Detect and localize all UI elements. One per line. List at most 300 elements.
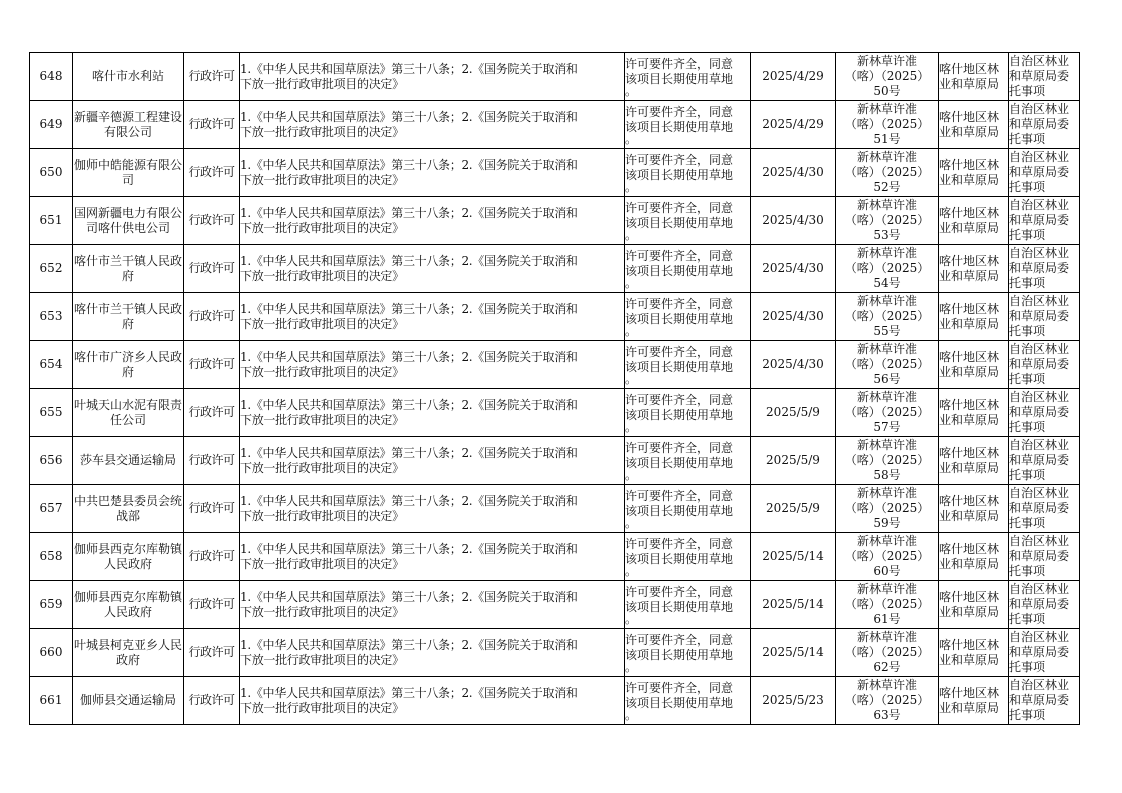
applicant-unit-cell: 莎车县交通运输局 [73,437,184,485]
table-row [30,341,1080,389]
issuing-authority-cell [939,245,1009,293]
issuing-authority-line: 业和草原局 [939,604,1000,619]
remarks-line: 托事项 [1009,180,1046,194]
legal-basis-line: 下放一批行政审批项目的决定》 [240,556,404,571]
permit-result-cell [625,485,751,533]
remarks-cell [1009,245,1080,293]
remarks-cell [1009,149,1080,197]
legal-basis-line: 1.《中华人民共和国草原法》第三十八条；2.《国务院关于取消和 [240,109,578,124]
remarks-line: 和草原局委 [1009,213,1070,227]
legal-basis-line: 下放一批行政审批项目的决定》 [240,316,404,331]
applicant-unit-cell: 伽师中皓能源有限公司 [73,149,184,197]
decision-date-cell: 2025/5/14 [751,629,836,677]
row-number-cell: 649 [30,101,73,149]
document-number-line: 55号 [873,324,901,338]
legal-basis-line: 1.《中华人民共和国草原法》第三十八条；2.《国务院关于取消和 [240,205,578,220]
document-number-line: 新林草许准 [856,390,917,404]
permit-result-line: 该项目长期使用草地 [625,407,734,422]
document-number-cell [836,677,939,725]
permit-result-line: 。 [625,467,638,482]
decision-date-cell: 2025/4/29 [751,53,836,101]
row-number-cell: 652 [30,245,73,293]
remarks-cell [1009,341,1080,389]
legal-basis-line: 1.《中华人民共和国草原法》第三十八条；2.《国务院关于取消和 [240,349,578,364]
permit-type-cell: 行政许可 [184,533,240,581]
remarks-line: 托事项 [1009,372,1046,386]
document-number-line: 52号 [873,180,901,194]
row-number-cell: 655 [30,389,73,437]
remarks-line: 和草原局委 [1009,453,1070,467]
issuing-authority-line: 喀什地区林 [939,397,1000,412]
issuing-authority-cell [939,101,1009,149]
remarks-line: 自治区林业 [1009,534,1070,548]
remarks-line: 自治区林业 [1009,54,1070,68]
permit-result-line: 该项目长期使用草地 [625,551,734,566]
permit-result-cell [625,533,751,581]
legal-basis-cell [240,629,625,677]
applicant-unit-cell: 喀什市兰干镇人民政府 [73,245,184,293]
decision-date-cell: 2025/4/30 [751,341,836,389]
applicant-unit-cell: 伽师县西克尔库勒镇 人民政府 [73,533,184,581]
remarks-line: 和草原局委 [1009,165,1070,179]
remarks-line: 和草原局委 [1009,501,1070,515]
permit-result-cell [625,197,751,245]
permit-type-cell: 行政许可 [184,677,240,725]
remarks-cell [1009,197,1080,245]
legal-basis-cell [240,389,625,437]
permit-result-line: 许可要件齐全，同意 [625,56,734,71]
permit-result-cell [625,53,751,101]
document-number-line: 54号 [873,276,901,290]
permit-type-cell: 行政许可 [184,197,240,245]
row-number-cell: 659 [30,581,73,629]
document-number-line: 58号 [873,468,901,482]
remarks-line: 自治区林业 [1009,342,1070,356]
permit-result-line: 。 [625,659,638,674]
permit-type-cell: 行政许可 [184,629,240,677]
document-number-line: （喀）（2025） [844,117,930,131]
permit-result-line: 。 [625,83,638,98]
issuing-authority-line: 喀什地区林 [939,253,1000,268]
permit-result-line: 。 [625,611,638,626]
permit-result-line: 该项目长期使用草地 [625,503,734,518]
document-number-line: （喀）（2025） [844,213,930,227]
remarks-line: 和草原局委 [1009,309,1070,323]
document-number-line: 新林草许准 [856,294,917,308]
issuing-authority-line: 业和草原局 [939,460,1000,475]
permit-table-sheet [29,52,1080,725]
permit-table [29,52,1080,725]
issuing-authority-line: 业和草原局 [939,364,1000,379]
legal-basis-cell [240,101,625,149]
remarks-line: 托事项 [1009,708,1046,722]
remarks-line: 托事项 [1009,564,1046,578]
permit-type-cell: 行政许可 [184,293,240,341]
decision-date-cell: 2025/5/14 [751,533,836,581]
remarks-line: 自治区林业 [1009,198,1070,212]
remarks-line: 托事项 [1009,276,1046,290]
document-number-line: 53号 [873,228,901,242]
issuing-authority-line: 喀什地区林 [939,589,1000,604]
remarks-cell [1009,389,1080,437]
issuing-authority-line: 业和草原局 [939,268,1000,283]
legal-basis-cell [240,149,625,197]
applicant-unit-cell: 新疆辛德源工程建设有限公司 [73,101,184,149]
issuing-authority-cell [939,149,1009,197]
legal-basis-line: 1.《中华人民共和国草原法》第三十八条；2.《国务院关于取消和 [240,61,578,76]
applicant-unit-cell: 伽师县西克尔库勒镇人民政府 [73,581,184,629]
document-number-cell [836,293,939,341]
issuing-authority-line: 喀什地区林 [939,541,1000,556]
issuing-authority-cell [939,581,1009,629]
row-number-cell: 661 [30,677,73,725]
document-number-line: （喀）（2025） [844,597,930,611]
legal-basis-line: 1.《中华人民共和国草原法》第三十八条；2.《国务院关于取消和 [240,301,578,316]
decision-date-cell: 2025/5/14 [751,581,836,629]
permit-result-line: 许可要件齐全，同意 [625,152,734,167]
legal-basis-line: 下放一批行政审批项目的决定》 [240,220,404,235]
table-row [30,533,1080,581]
remarks-cell [1009,677,1080,725]
remarks-line: 和草原局委 [1009,261,1070,275]
document-number-cell [836,485,939,533]
permit-result-line: 许可要件齐全，同意 [625,344,734,359]
permit-type-cell: 行政许可 [184,245,240,293]
issuing-authority-line: 业和草原局 [939,76,1000,91]
document-number-line: 新林草许准 [856,198,917,212]
decision-date-cell: 2025/4/30 [751,197,836,245]
permit-result-line: 。 [625,707,638,722]
row-number-cell: 651 [30,197,73,245]
document-number-cell [836,533,939,581]
permit-result-line: 许可要件齐全，同意 [625,296,734,311]
permit-result-line: 该项目长期使用草地 [625,359,734,374]
remarks-line: 托事项 [1009,132,1046,146]
applicant-unit-cell: 喀什市兰干镇人民政府 [73,293,184,341]
row-number-cell: 653 [30,293,73,341]
remarks-line: 托事项 [1009,612,1046,626]
table-row [30,197,1080,245]
permit-result-line: 。 [625,179,638,194]
issuing-authority-line: 喀什地区林 [939,205,1000,220]
document-number-cell [836,101,939,149]
issuing-authority-line: 业和草原局 [939,316,1000,331]
document-number-line: 新林草许准 [856,678,917,692]
document-number-line: 新林草许准 [856,582,917,596]
row-number-cell: 656 [30,437,73,485]
issuing-authority-line: 喀什地区林 [939,445,1000,460]
legal-basis-line: 下放一批行政审批项目的决定》 [240,124,404,139]
remarks-line: 托事项 [1009,228,1046,242]
document-number-line: 新林草许准 [856,486,917,500]
permit-result-cell [625,389,751,437]
document-number-line: 51号 [873,132,901,146]
legal-basis-line: 1.《中华人民共和国草原法》第三十八条；2.《国务院关于取消和 [240,589,578,604]
permit-result-line: 许可要件齐全，同意 [625,680,734,695]
remarks-cell [1009,485,1080,533]
permit-type-cell: 行政许可 [184,437,240,485]
permit-result-line: 许可要件齐全，同意 [625,536,734,551]
permit-result-line: 许可要件齐全，同意 [625,488,734,503]
row-number-cell: 650 [30,149,73,197]
document-number-line: 60号 [873,564,901,578]
document-number-line: 新林草许准 [856,534,917,548]
issuing-authority-line: 喀什地区林 [939,109,1000,124]
issuing-authority-line: 喀什地区林 [939,349,1000,364]
document-number-line: （喀）（2025） [844,69,930,83]
document-number-cell [836,245,939,293]
issuing-authority-line: 业和草原局 [939,556,1000,571]
table-row [30,437,1080,485]
issuing-authority-cell [939,341,1009,389]
remarks-line: 托事项 [1009,516,1046,530]
permit-result-line: 许可要件齐全，同意 [625,632,734,647]
permit-result-line: 。 [625,131,638,146]
document-number-line: 新林草许准 [856,150,917,164]
issuing-authority-line: 喀什地区林 [939,685,1000,700]
permit-type-cell: 行政许可 [184,149,240,197]
remarks-cell [1009,53,1080,101]
remarks-cell [1009,581,1080,629]
remarks-cell [1009,101,1080,149]
permit-type-cell: 行政许可 [184,341,240,389]
document-number-cell [836,437,939,485]
legal-basis-line: 下放一批行政审批项目的决定》 [240,604,404,619]
legal-basis-cell [240,677,625,725]
remarks-line: 自治区林业 [1009,486,1070,500]
legal-basis-line: 下放一批行政审批项目的决定》 [240,172,404,187]
row-number-cell: 648 [30,53,73,101]
issuing-authority-line: 喀什地区林 [939,493,1000,508]
legal-basis-cell [240,293,625,341]
remarks-line: 和草原局委 [1009,549,1070,563]
document-number-line: 新林草许准 [856,342,917,356]
applicant-unit-cell: 中共巴楚县委员会统战部 [73,485,184,533]
decision-date-cell: 2025/4/29 [751,101,836,149]
permit-type-cell: 行政许可 [184,101,240,149]
remarks-line: 自治区林业 [1009,438,1070,452]
issuing-authority-cell [939,485,1009,533]
remarks-line: 托事项 [1009,324,1046,338]
applicant-unit-cell: 叶城天山水泥有限责任公司 [73,389,184,437]
document-number-cell [836,581,939,629]
issuing-authority-cell [939,197,1009,245]
permit-type-cell: 行政许可 [184,53,240,101]
legal-basis-line: 1.《中华人民共和国草原法》第三十八条；2.《国务院关于取消和 [240,253,578,268]
issuing-authority-line: 业和草原局 [939,172,1000,187]
legal-basis-cell [240,197,625,245]
decision-date-cell: 2025/5/23 [751,677,836,725]
table-row [30,581,1080,629]
remarks-line: 自治区林业 [1009,150,1070,164]
permit-result-line: 。 [625,275,638,290]
permit-type-cell: 行政许可 [184,485,240,533]
legal-basis-line: 下放一批行政审批项目的决定》 [240,268,404,283]
permit-result-line: 。 [625,371,638,386]
applicant-unit-cell: 国网新疆电力有限公司喀什供电公司 [73,197,184,245]
legal-basis-line: 下放一批行政审批项目的决定》 [240,700,404,715]
remarks-line: 自治区林业 [1009,678,1070,692]
permit-type-cell: 行政许可 [184,389,240,437]
permit-result-line: 。 [625,323,638,338]
document-number-line: （喀）（2025） [844,501,930,515]
permit-result-cell [625,149,751,197]
decision-date-cell: 2025/4/30 [751,293,836,341]
table-row [30,629,1080,677]
document-number-line: 新林草许准 [856,630,917,644]
document-number-line: （喀）（2025） [844,165,930,179]
permit-result-line: 许可要件齐全，同意 [625,104,734,119]
remarks-cell [1009,293,1080,341]
legal-basis-cell [240,437,625,485]
permit-result-line: 该项目长期使用草地 [625,647,734,662]
legal-basis-line: 1.《中华人民共和国草原法》第三十八条；2.《国务院关于取消和 [240,397,578,412]
document-number-line: 50号 [873,84,901,98]
remarks-line: 自治区林业 [1009,246,1070,260]
issuing-authority-line: 业和草原局 [939,220,1000,235]
permit-result-line: 许可要件齐全，同意 [625,248,734,263]
document-number-cell [836,149,939,197]
permit-result-line: 该项目长期使用草地 [625,263,734,278]
permit-result-cell [625,629,751,677]
document-number-line: （喀）（2025） [844,357,930,371]
table-body [30,53,1080,725]
issuing-authority-cell [939,293,1009,341]
permit-result-line: 该项目长期使用草地 [625,311,734,326]
remarks-line: 和草原局委 [1009,645,1070,659]
remarks-cell [1009,533,1080,581]
remarks-line: 和草原局委 [1009,405,1070,419]
legal-basis-line: 下放一批行政审批项目的决定》 [240,652,404,667]
legal-basis-line: 1.《中华人民共和国草原法》第三十八条；2.《国务院关于取消和 [240,157,578,172]
issuing-authority-cell [939,53,1009,101]
permit-result-cell [625,581,751,629]
permit-result-cell [625,437,751,485]
table-row [30,53,1080,101]
document-number-cell [836,389,939,437]
row-number-cell: 657 [30,485,73,533]
remarks-line: 托事项 [1009,660,1046,674]
issuing-authority-cell [939,629,1009,677]
applicant-unit-cell: 叶城县柯克亚乡人民政府 [73,629,184,677]
permit-result-line: 该项目长期使用草地 [625,71,734,86]
document-number-line: 62号 [873,660,901,674]
document-number-line: （喀）（2025） [844,309,930,323]
remarks-line: 自治区林业 [1009,390,1070,404]
table-row [30,677,1080,725]
document-number-line: 61号 [873,612,901,626]
remarks-line: 和草原局委 [1009,693,1070,707]
remarks-line: 自治区林业 [1009,294,1070,308]
decision-date-cell: 2025/4/30 [751,149,836,197]
document-number-line: 57号 [873,420,901,434]
row-number-cell: 658 [30,533,73,581]
legal-basis-line: 1.《中华人民共和国草原法》第三十八条；2.《国务院关于取消和 [240,445,578,460]
applicant-unit-cell: 伽师县交通运输局 [73,677,184,725]
row-number-cell: 654 [30,341,73,389]
legal-basis-cell [240,341,625,389]
legal-basis-cell [240,533,625,581]
document-number-line: 63号 [873,708,901,722]
decision-date-cell: 2025/5/9 [751,389,836,437]
document-number-cell [836,197,939,245]
issuing-authority-line: 业和草原局 [939,700,1000,715]
document-number-line: 新林草许准 [856,54,917,68]
legal-basis-cell [240,245,625,293]
document-number-line: （喀）（2025） [844,549,930,563]
document-number-line: （喀）（2025） [844,693,930,707]
document-number-line: （喀）（2025） [844,645,930,659]
remarks-line: 托事项 [1009,468,1046,482]
issuing-authority-cell [939,677,1009,725]
legal-basis-line: 1.《中华人民共和国草原法》第三十八条；2.《国务院关于取消和 [240,541,578,556]
legal-basis-cell [240,53,625,101]
remarks-line: 和草原局委 [1009,357,1070,371]
issuing-authority-line: 喀什地区林 [939,301,1000,316]
decision-date-cell: 2025/4/30 [751,245,836,293]
permit-result-cell [625,293,751,341]
issuing-authority-cell [939,533,1009,581]
decision-date-cell: 2025/5/9 [751,485,836,533]
permit-type-cell: 行政许可 [184,581,240,629]
permit-result-line: 该项目长期使用草地 [625,119,734,134]
permit-result-line: 许可要件齐全，同意 [625,392,734,407]
issuing-authority-line: 业和草原局 [939,508,1000,523]
legal-basis-line: 1.《中华人民共和国草原法》第三十八条；2.《国务院关于取消和 [240,493,578,508]
permit-result-cell [625,677,751,725]
issuing-authority-cell [939,437,1009,485]
decision-date-cell: 2025/5/9 [751,437,836,485]
issuing-authority-line: 业和草原局 [939,124,1000,139]
permit-result-line: 。 [625,563,638,578]
table-row [30,101,1080,149]
document-number-cell [836,341,939,389]
permit-result-line: 该项目长期使用草地 [625,215,734,230]
legal-basis-cell [240,485,625,533]
legal-basis-line: 下放一批行政审批项目的决定》 [240,76,404,91]
legal-basis-cell [240,581,625,629]
legal-basis-line: 下放一批行政审批项目的决定》 [240,460,404,475]
document-number-line: 新林草许准 [856,438,917,452]
issuing-authority-line: 业和草原局 [939,652,1000,667]
legal-basis-line: 1.《中华人民共和国草原法》第三十八条；2.《国务院关于取消和 [240,637,578,652]
permit-result-cell [625,341,751,389]
permit-result-line: 。 [625,515,638,530]
remarks-line: 和草原局委 [1009,69,1070,83]
document-number-line: （喀）（2025） [844,453,930,467]
permit-result-line: 。 [625,227,638,242]
issuing-authority-line: 喀什地区林 [939,61,1000,76]
permit-result-line: 许可要件齐全，同意 [625,440,734,455]
issuing-authority-line: 喀什地区林 [939,157,1000,172]
legal-basis-line: 下放一批行政审批项目的决定》 [240,412,404,427]
table-row [30,293,1080,341]
remarks-line: 托事项 [1009,84,1046,98]
document-number-cell [836,53,939,101]
document-number-line: 59号 [873,516,901,530]
legal-basis-line: 下放一批行政审批项目的决定》 [240,508,404,523]
row-number-cell: 660 [30,629,73,677]
issuing-authority-line: 业和草原局 [939,412,1000,427]
remarks-line: 自治区林业 [1009,102,1070,116]
permit-result-line: 。 [625,419,638,434]
remarks-line: 和草原局委 [1009,117,1070,131]
remarks-line: 和草原局委 [1009,597,1070,611]
permit-result-line: 该项目长期使用草地 [625,599,734,614]
document-number-cell [836,629,939,677]
applicant-unit-cell: 喀什市广济乡人民政府 [73,341,184,389]
permit-result-line: 许可要件齐全，同意 [625,584,734,599]
